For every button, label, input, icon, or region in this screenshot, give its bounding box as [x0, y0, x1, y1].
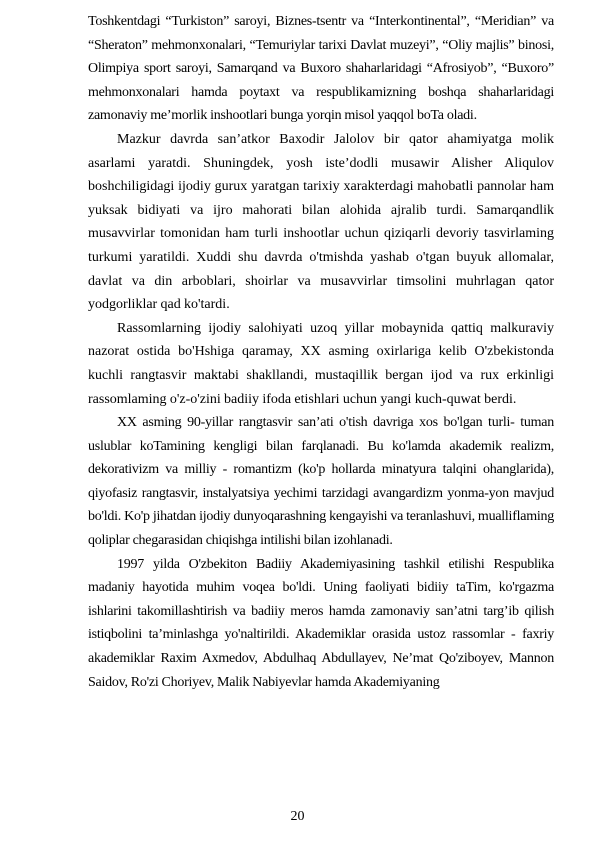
paragraph-architecture: Toshkentdagi “Turkiston” saroyi, Biznes-tsentr va “Interkontinental”, “Meridian” va “Sheraton” mehmonxonalari, “Temuriylar tarixi Davlat muzeyi”, “Oliy majlis” binosi, Olimpiya sport saroyi, Samarqand va Buxoro shaharlaridagi “Afrosiyob”, “Buxoro” mehmonxonalari hamda poytaxt va respublikamizning boshqa shaharlaridagi zamonaviy me’morlik inshootlari bunga yorqin misol yaqqol boTa oladi.: [88, 14, 554, 124]
document-body: [88, 10, 554, 694]
paragraph-academy: 1997 yilda O'zbekiton Badiiy Akademiyasining tashkil etilishi Respublika madaniy hayotida muhim voqea bo'ldi. Uning faoliyati bidiiy taTim, ko'rgazma ishlarini takomillashtirish va badiiy meros hamda zamonaviy san’atni targ’ib qilish istiqbolini ta’minlashga yo'naltirildi. Akademiklar orasida ustoz rassomlar - faxriy akademiklar Raxim Axmedov, Abdulhaq Abdullayev, Ne’mat Qo'ziboyev, Mannon Saidov, Ro'zi Choriyev, Malik Nabiyevlar hamda Akademiyaning: [88, 556, 554, 690]
paragraph-painting-school: Rassomlarning ijodiy salohiyati uzoq yillar mobaynida qattiq malkuraviy nazorat ostida bo'Hshiga qaramay, XX asming oxirlariga kelib O'zbekistonda kuchli rangtasvir maktabi shakllandi, mustaqillik bergan ijod va rux erkinligi rassomlaming o'z-o'zini badiiy ifoda etishlari uchun yangi kuch-quwat berdi.: [88, 320, 554, 407]
paragraph-jalolov: Mazkur davrda san’atkor Baxodir Jalolov bir qator ahamiyatga molik asarlami yaratdi. Shuningdek, yosh iste’dodli musawir Alisher Aliqulov boshchiligidagi ijodiy gurux yaratgan tarixiy xarakterdagi mahobatli pannolar ham yuksak bidiyati va ijro mahorati bilan alohida ajralib turdi. Samarqandlik musavvirlar tomonidan ham turli inshootlar uchun qiziqarli devoriy tasvirlaming turkumi yaratildi. Xuddi shu davrda o'tmishda yashab o'tgan buyuk allomalar, davlat va din arboblari, shoirlar va musavvirlar timsolini muhrlagan qator yodgorliklar qad ko'tardi.: [88, 131, 554, 313]
page-number: 20: [290, 809, 305, 824]
paragraph-90s-styles: XX asming 90-yillar rangtasvir san’ati o'tish davriga xos bo'lgan turli- tuman uslublar koTamining kengligi bilan farqlanadi. Bu ko'lamda akademik realizm, dekorativizm va milliy - romantizm (ko'p hollarda minatyura talqini ohanglarida), qiyofasiz rangtasvir, instalyatsiya yechimi tarzidagi avangardizm yonma-yon mavjud bo'ldi. Ko'p jihatdan ijodiy dunyoqarashning kengayishi va teranlashuvi, mualliflaming qoliplar chegarasidan chiqishga intilishi bilan izohlanadi.: [88, 415, 554, 549]
